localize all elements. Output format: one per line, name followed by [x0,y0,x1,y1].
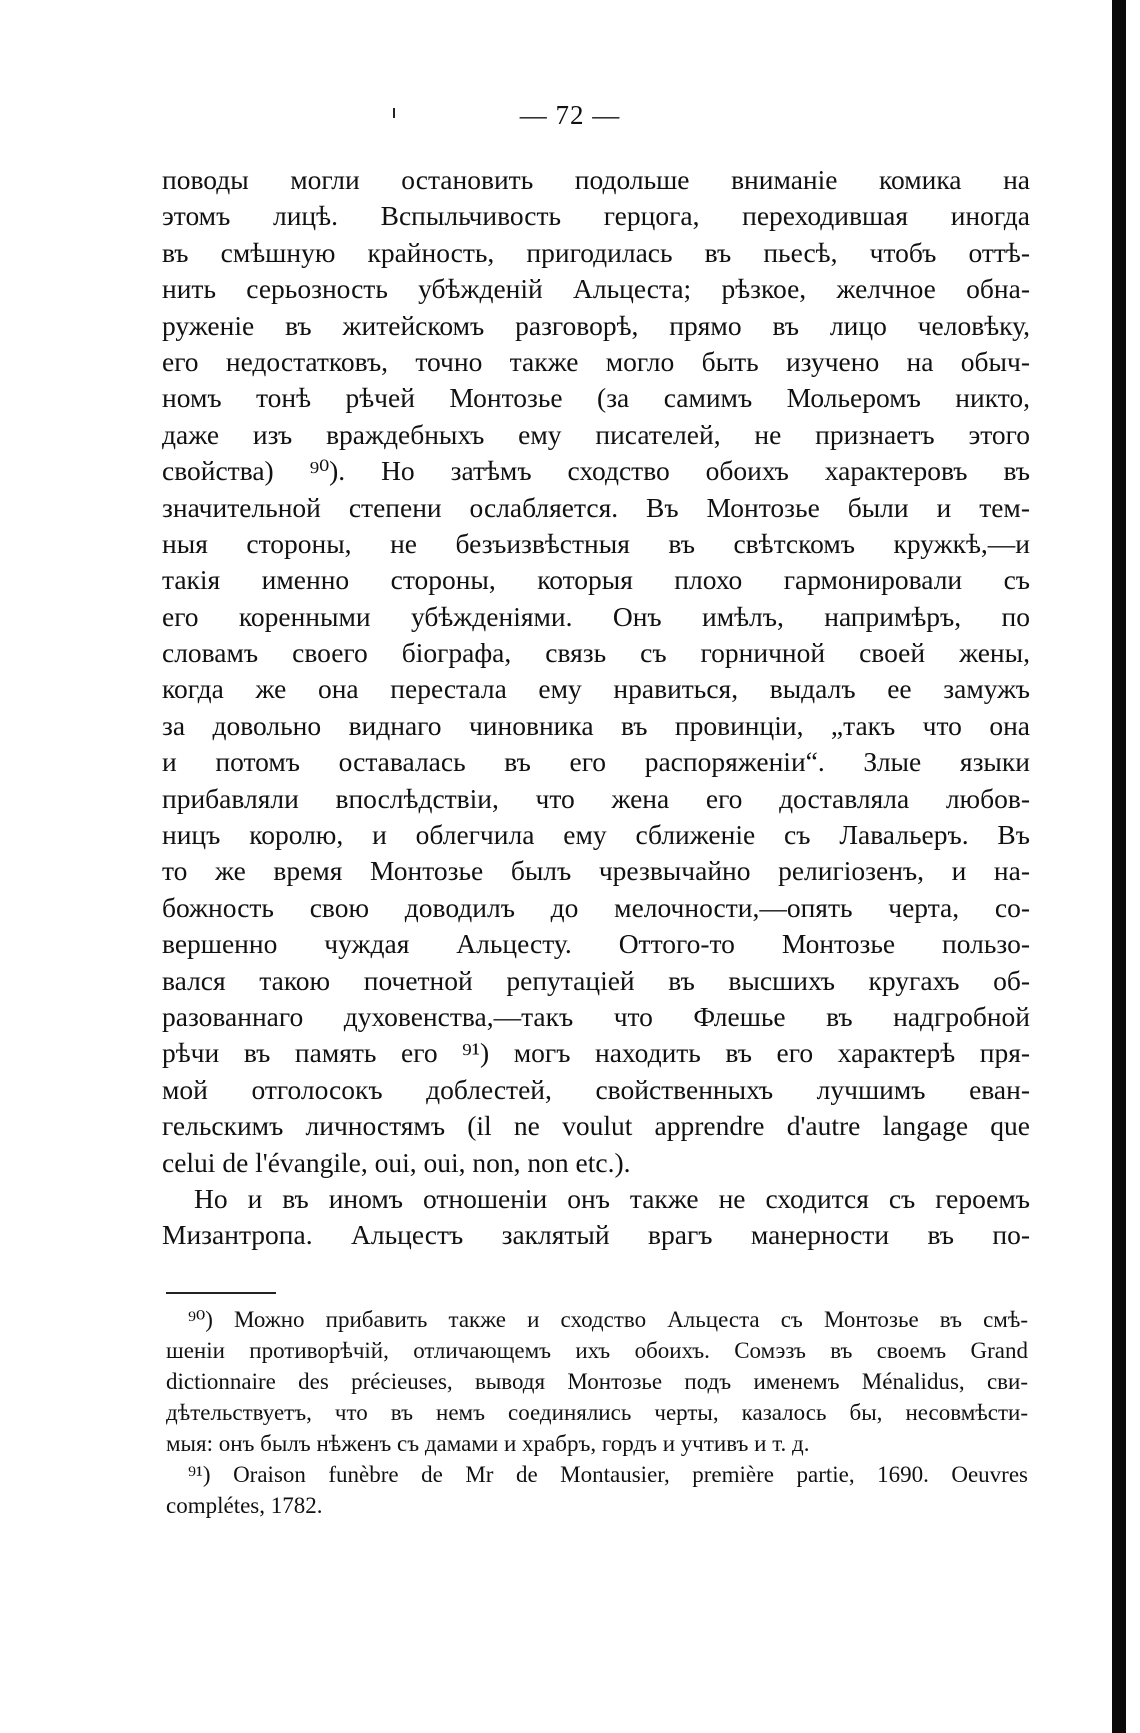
footnote-line: ⁹¹) Oraison funèbre de Mr de Montausier, première partie, 1690. Oeuvres [188,1462,1028,1487]
footnote-line: complétes, 1782. [166,1493,323,1518]
body-line: въ смѣшную крайность, пригодилась въ пьесѣ, чтобъ оттѣ- [162,236,1030,268]
body-line: вершенно чуждая Альцесту. Оттого-то Монтозье пользо- [162,928,1030,960]
body-line: нить серьозность убѣжденій Альцеста; рѣзкое, желчное обна- [162,273,1030,305]
footnote-line: дѣтельствуетъ, что въ немъ соединялись черты, казалось бы, несовмѣсти- [166,1400,1028,1425]
body-line: поводы могли остановить подольше вниманіе комика на [162,164,1030,195]
body-line: ныя стороны, не безъизвѣстныя въ свѣтскомъ кружкѣ,—и [162,527,1030,559]
body-line: его недостатковъ, точно также могло быть изучено на обыч- [162,345,1030,377]
body-line: такія именно стороны, которыя плохо гармонировали съ [162,564,1030,596]
body-line: рѣчи въ память его ⁹¹) могъ находить въ его характерѣ пря- [162,1037,1030,1069]
footnote-line: ⁹⁰) Можно прибавить также и сходство Альцеста съ Монтозье въ смѣ- [188,1307,1028,1332]
scan-border [1112,0,1126,1733]
body-line: прибавляли впослѣдствіи, что жена его доставляла любов- [162,782,1030,814]
body-line: божность свою доводилъ до мелочности,—опять черта, со- [162,891,1030,923]
body-line: его коренными убѣжденіями. Онъ имѣлъ, напримѣръ, по [162,600,1030,632]
body-line: свойства) ⁹⁰). Но затѣмъ сходство обоихъ характеровъ въ [162,455,1030,487]
body-line: разованнаго духовенства,—такъ что Флешье въ надгробной [162,1000,1030,1032]
body-line: руженіе въ житейскомъ разговорѣ, прямо въ лицо человѣку, [162,309,1030,341]
body-line: мой отголосокъ доблестей, свойственныхъ лучшимъ еван- [162,1073,1030,1105]
body-line: то же время Монтозье былъ чрезвычайно религіозенъ, и на- [162,855,1030,887]
body-line: вался такою почетной репутаціей въ высшихъ кругахъ об- [162,964,1030,996]
body-line: Мизантропа. Альцестъ заклятый врагъ манерности въ по- [162,1219,1030,1251]
footnote-line: мыя: онъ былъ нѣженъ съ дамами и храбръ, гордъ и учтивъ и т. д. [166,1431,810,1456]
body-line: этомъ лицѣ. Вспыльчивость герцога, переходившая иногда [162,200,1030,232]
body-line: когда же она перестала ему нравиться, выдалъ ее замужъ [162,673,1030,705]
body-line: гельскимъ личностямъ (il ne voulut apprendre d'autre langage que [162,1110,1030,1142]
body-text [162,162,1030,1254]
body-line: даже изъ враждебныхъ ему писателей, не признаетъ этого [162,418,1030,450]
body-line: номъ тонѣ рѣчей Монтозье (за самимъ Мольеромъ никто, [162,382,1030,414]
body-line: значительной степени ослабляется. Въ Монтозье были и тем- [162,491,1030,523]
footnote-separator [166,1292,276,1294]
body-line: словамъ своего біографа, связь съ горничной своей жены, [162,637,1030,669]
body-line: ницъ королю, и облегчила ему сближеніе съ Лавальеръ. Въ [162,819,1030,851]
footnote-line: шеніи противорѣчій, отличающемъ ихъ обоихъ. Сомэзъ въ своемъ Grand [166,1338,1028,1363]
body-line: и потомъ оставалась въ его распоряженіи“. Злые языки [162,746,1030,778]
body-line: Но и въ иномъ отношеніи онъ также не сходится съ героемъ [194,1182,1030,1214]
footnotes [166,1304,1028,1521]
footnote-line: dictionnaire des précieuses, выводя Монтозье подъ именемъ Ménalidus, сви- [166,1369,1028,1394]
body-line: celui de l'évangile, oui, oui, non, non etc.). [162,1146,631,1178]
page-number: — 72 — [519,100,621,130]
body-line: за довольно виднаго чиновника въ провинціи, „такъ что она [162,709,1030,741]
